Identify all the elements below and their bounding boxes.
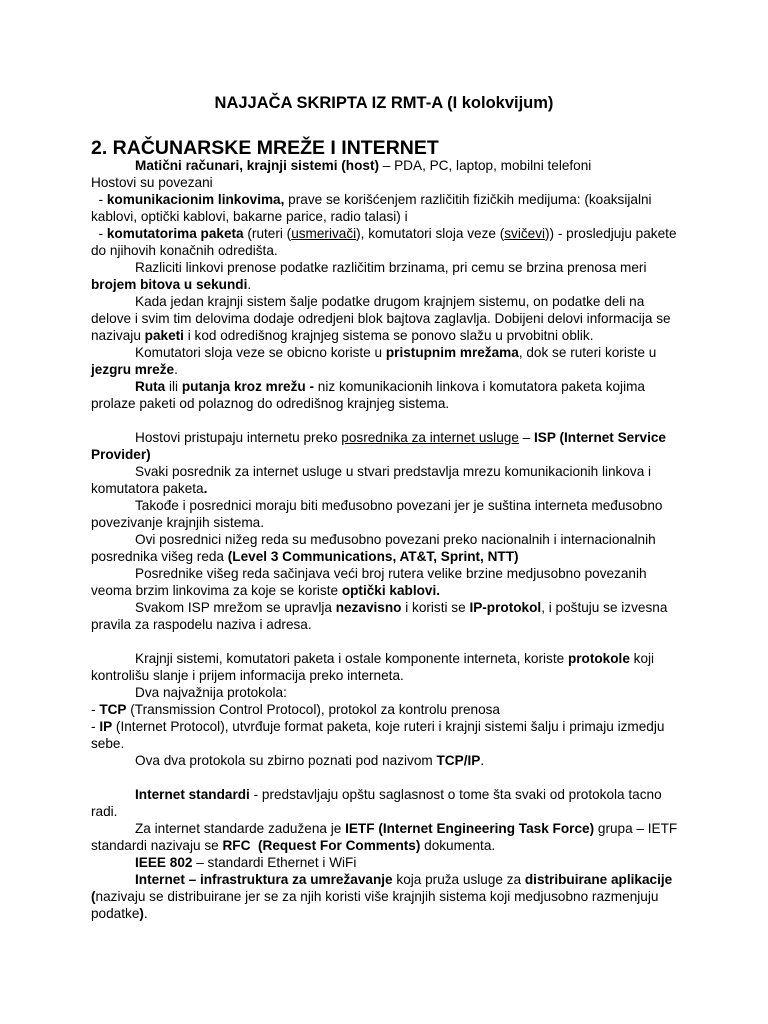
text-run: Takođe i posrednici moraju biti međusobno povezani jer je suština interneta međusobno povezivanje krajnjih sistema. (91, 498, 663, 530)
document-title: NAJJAČA SKRIPTA IZ RMT-A (I kolokvijum) (214, 94, 554, 112)
bold-term: RFC (Request For Comments) (222, 838, 421, 853)
bold-term: (Level 3 Communications, AT&T, Sprint, NTT) (227, 549, 519, 564)
text-run: Kada jedan krajnji sistem šalje podatke drugom krajnjem sistemu, on podatke deli na delove i svim tim delovima dodaje odredjeni blok bajtova zaglavlja. Dobijeni delovi informacija se nazivaju (91, 294, 671, 343)
text-run: dokumenta. (420, 838, 496, 853)
paragraph-two-protocols (91, 684, 681, 701)
bold-term: IEEE 802 (135, 855, 193, 870)
bold-term: brojem bitova u sekundi (91, 277, 248, 292)
text-run: - (91, 719, 100, 734)
text-run: (Transmission Control Protocol), protokol za kontrolu prenosa (126, 702, 500, 717)
text-run: nazivaju se distribuirane jer se za njih koristi više krajnjih sistema koji medjusobno razmenjuju podatke (91, 889, 659, 921)
bold-term: . (203, 481, 208, 496)
text-run: ili (165, 379, 182, 394)
paragraph-spacer (91, 769, 681, 786)
bold-term: IP (99, 719, 113, 734)
text-run: Ova dva protokola su zbirno poznati pod nazivom (135, 753, 437, 768)
text-run: Ovi posrednici nižeg reda su međusobno povezani preko nacionalnih i internacionalnih posrednika višeg reda (91, 532, 656, 564)
bold-term: protokole (567, 651, 630, 666)
text-run: Svakom ISP mrežom se upravlja (135, 600, 336, 615)
bold-term: optički kablovi. (341, 583, 441, 598)
paragraph-hosts (91, 157, 681, 174)
paragraph-ietf (91, 820, 681, 854)
text-run: (Internet Protocol), utvrđuje format paketa, koje ruteri i krajnji sistemi šalju i primaju izmedju sebe. (91, 719, 665, 751)
underlined-term: posrednika za internet usluge (341, 430, 519, 445)
bold-term: TCP/IP (436, 753, 481, 768)
bold-term: IETF (Internet Engineering Task Force) (345, 821, 595, 836)
text-run: Krajnji sistemi, komutatori paketa i ostale komponente interneta, koriste (135, 651, 568, 666)
text-run: – standardi Ethernet i WiFi (192, 855, 357, 870)
paragraph-hosts-connected (91, 174, 681, 191)
paragraph-isp-tiers (91, 531, 681, 565)
text-run: koji kontrolišu slanje i prijem informacija preko interneta. (91, 651, 655, 683)
text-run: Komutatori sloja veze se obicno koriste u (135, 345, 386, 360)
paragraph-spacer (91, 633, 681, 650)
text-run: - (91, 226, 107, 241)
text-run: . (174, 362, 178, 377)
section-heading: 2. RAČUNARSKE MREŽE I INTERNET (91, 137, 439, 159)
text-run: i koristi se (401, 600, 470, 615)
paragraph-link-speeds (91, 259, 681, 293)
bold-term: Internet standardi (135, 787, 250, 802)
underlined-term: svičevi (504, 226, 546, 241)
bold-term: Ruta (135, 379, 166, 394)
text-run: , i poštuju se izvesna pravila za raspodelu naziva i adresa. (91, 600, 668, 632)
underlined-term: usmerivači (291, 226, 357, 241)
document-body (91, 157, 681, 922)
text-run: - predstavljaju opštu saglasnost o tome šta svaki od protokola tacno radi. (91, 787, 662, 819)
paragraph-isp-interconnect (91, 497, 681, 531)
paragraph-access-networks (91, 344, 681, 378)
text-run: Za internet standarde zadužena je (135, 821, 346, 836)
paragraph-switches (91, 225, 681, 259)
text-run: prave se korišćenjem različitih fizičkih medijuma: (koaksijalni kablovi, optički kablovi, bakarne parice, radio talasi) i (91, 192, 656, 224)
bold-term: distribuirane aplikacije ( (91, 872, 673, 904)
text-run: koja pruža usluge za (392, 872, 525, 887)
text-run: – PDA, PC, laptop, mobilni telefoni (379, 158, 592, 173)
text-run: ), komutatori sloja veze ( (356, 226, 505, 241)
paragraph-infrastructure (91, 871, 681, 922)
bold-term: TCP (99, 702, 127, 717)
text-run: grupa – IETF standardi nazivaju se (91, 821, 681, 853)
text-run: - (91, 702, 100, 717)
text-run: Posrednike višeg reda sačinjava veći broj rutera velike brzine medjusobno povezanih veoma brzim linkovima za koje se koriste (91, 566, 647, 598)
text-run: niz komunikacionih linkova i komutatora paketa kojima prolaze paketi od polaznog do odredišnog krajnjeg sistema. (91, 379, 645, 411)
paragraph-isp-network (91, 463, 681, 497)
paragraph-packets (91, 293, 681, 344)
bold-term: ISP (Internet Service Provider) (91, 430, 666, 462)
paragraph-isp (91, 429, 681, 463)
paragraph-high-tier (91, 565, 681, 599)
text-run: - (91, 192, 107, 207)
text-run: Razliciti linkovi prenose podatke različitim brzinama, pri cemu se brzina prenosa meri (135, 260, 647, 275)
text-run: Svaki posrednik za internet usluge u stvari predstavlja mrezu komunikacionih linkova i komutatora paketa (91, 464, 652, 496)
paragraph-ip (91, 718, 681, 752)
text-run: . (247, 277, 252, 292)
paragraph-tcp (91, 701, 681, 718)
text-run: Dva najvažnija protokola: (135, 685, 287, 700)
paragraph-ieee (91, 854, 681, 871)
bold-term: jezgru mreže (91, 362, 175, 377)
paragraph-isp-management (91, 599, 681, 633)
paragraph-protocols (91, 650, 681, 684)
bold-term: Matični računari, krajnji sistemi (host) (135, 158, 379, 173)
text-run: , dok se ruteri koriste u (518, 345, 657, 360)
bold-term: paketi (144, 328, 184, 343)
text-run: i kod odredišnog krajnjeg sistema se ponovo slažu u prvobitni oblik. (183, 328, 594, 343)
text-run: Hostovi pristupaju internetu preko (135, 430, 342, 445)
bold-term: pristupnim mrežama (385, 345, 519, 360)
bold-term: komunikacionim linkovima, (106, 192, 285, 207)
text-run: (ruteri ( (243, 226, 292, 241)
paragraph-route (91, 378, 681, 412)
bold-term: putanja kroz mrežu - (181, 379, 315, 394)
text-run: )) - prosledjuju pakete do njihovih konačnih odredišta. (91, 226, 681, 258)
bold-term: IP-protokol (469, 600, 542, 615)
bold-term: ) (139, 906, 144, 921)
bold-term: Internet – infrastruktura za umrežavanje (135, 872, 393, 887)
paragraph-internet-standards (91, 786, 681, 820)
paragraph-spacer (91, 412, 681, 429)
text-run: – (518, 430, 535, 445)
text-run: . (480, 753, 485, 768)
paragraph-tcpip (91, 752, 681, 769)
paragraph-links (91, 191, 681, 225)
text-run: Hostovi su povezani (91, 175, 213, 190)
text-run: . (143, 906, 148, 921)
bold-term: komutatorima paketa (106, 226, 244, 241)
bold-term: nezavisno (335, 600, 402, 615)
